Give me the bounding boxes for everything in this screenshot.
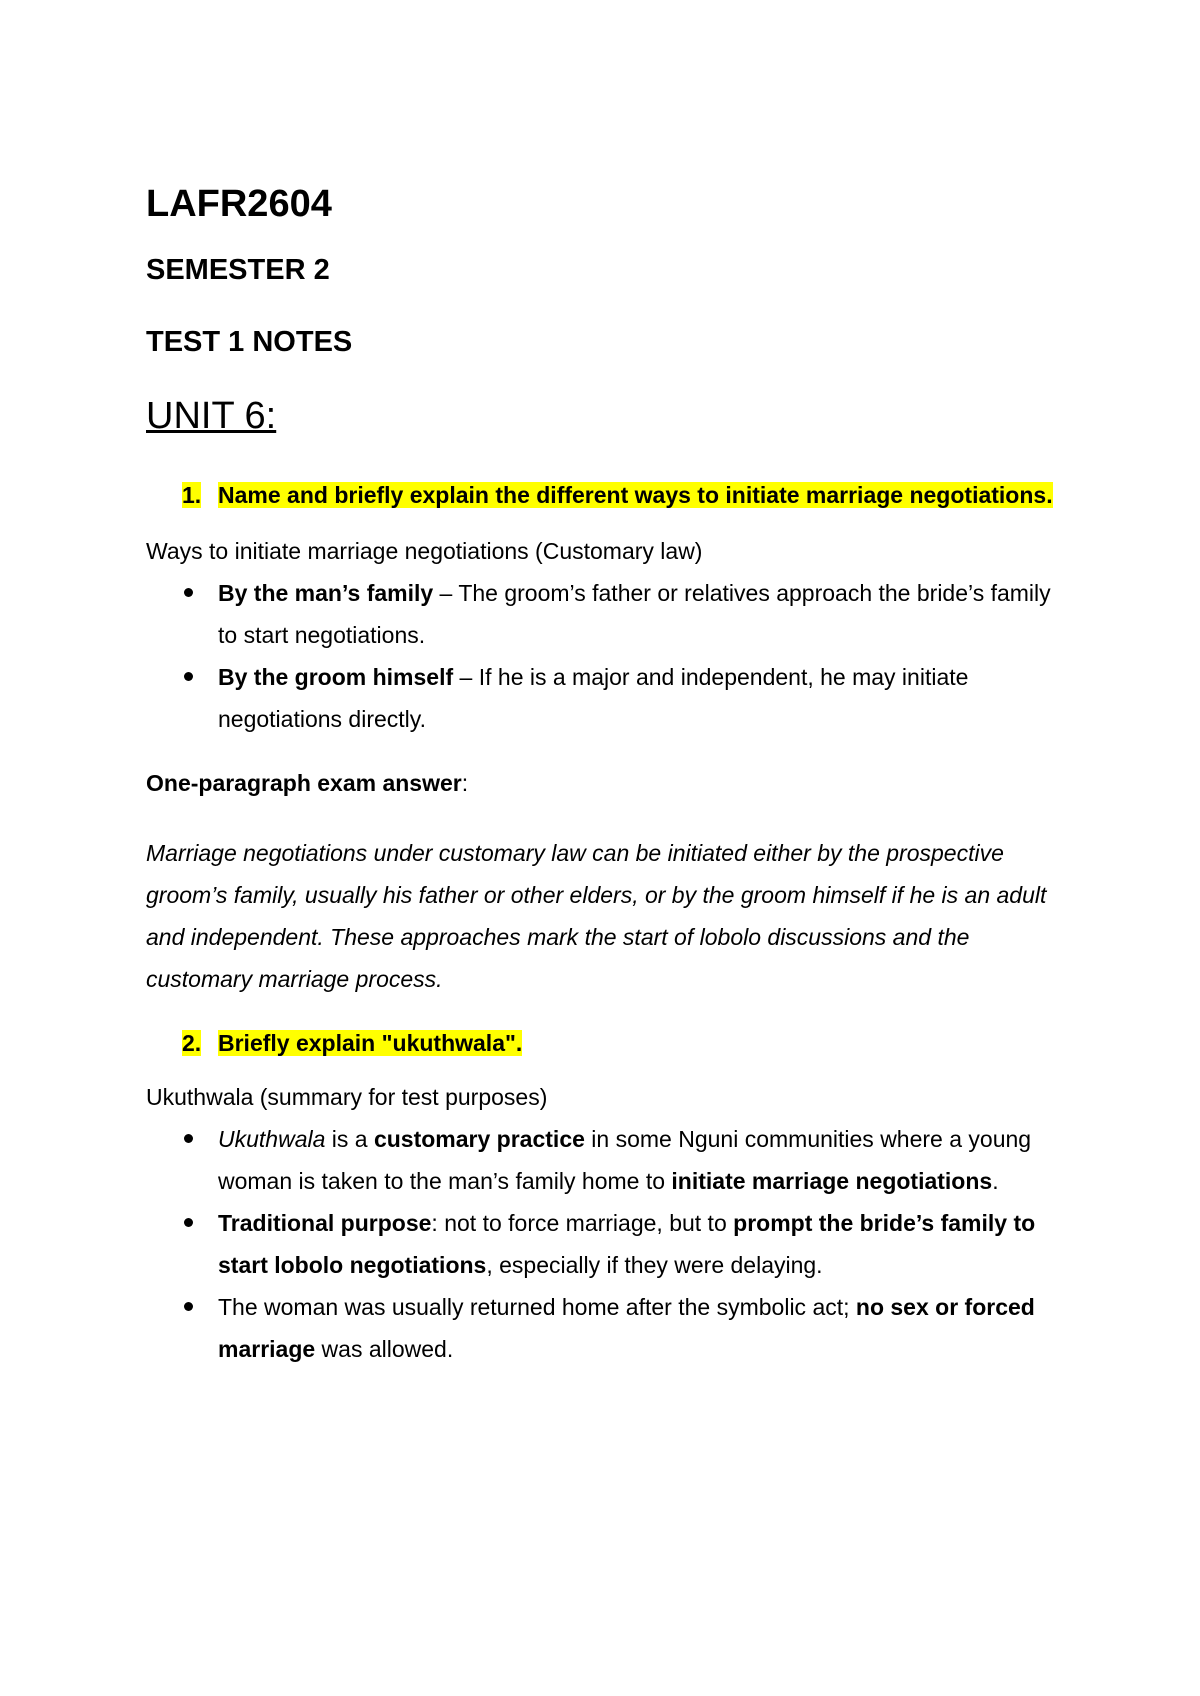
section-1-intro: Ways to initiate marriage negotiations (Customary law)	[146, 538, 703, 564]
course-code: LAFR2604	[146, 183, 332, 225]
question-1-number: 1.	[182, 482, 202, 508]
section-2-bullet-list	[146, 1118, 1076, 1370]
document-content	[146, 178, 1076, 1370]
exam-answer-label: One-paragraph exam answer:	[146, 770, 469, 796]
bullet-icon	[146, 1118, 218, 1202]
bullet-icon	[146, 572, 218, 656]
question-2-number: 2.	[182, 1030, 202, 1056]
section-1-bullet-list	[146, 572, 1076, 740]
semester-heading: SEMESTER 2	[146, 254, 330, 286]
question-1	[146, 474, 1076, 516]
unit-title: UNIT 6:	[146, 395, 277, 437]
exam-answer-paragraph: Marriage negotiations under customary law can be initiated either by the prospective groom’s family, usually his father or other elders, or by the groom himself if he is an adult and independent. These approaches mark the start of lobolo discussions and the customary marriage process.	[146, 840, 1047, 992]
list-item: Traditional purpose: not to force marriage, but to prompt the bride’s family to start lobolo negotiations, especially if they were delaying.	[146, 1202, 1076, 1286]
list-item: The woman was usually returned home after the symbolic act; no sex or forced marriage was allowed.	[146, 1286, 1076, 1370]
section-2-intro: Ukuthwala (summary for test purposes)	[146, 1084, 548, 1110]
question-2	[146, 1022, 1076, 1064]
bullet-icon	[146, 1286, 218, 1370]
bullet-icon	[146, 1202, 218, 1286]
question-2-text: Briefly explain "ukuthwala".	[218, 1030, 523, 1056]
list-item: By the man’s family – The groom’s father or relatives approach the bride’s family to start negotiations.	[146, 572, 1076, 656]
question-1-text: Name and briefly explain the different ways to initiate marriage negotiations.	[218, 482, 1053, 508]
list-item: Ukuthwala is a customary practice in some Nguni communities where a young woman is taken to the man’s family home to initiate marriage negotiations.	[146, 1118, 1076, 1202]
test-title: TEST 1 NOTES	[146, 326, 353, 358]
list-item: By the groom himself – If he is a major and independent, he may initiate negotiations directly.	[146, 656, 1076, 740]
bullet-icon	[146, 656, 218, 740]
